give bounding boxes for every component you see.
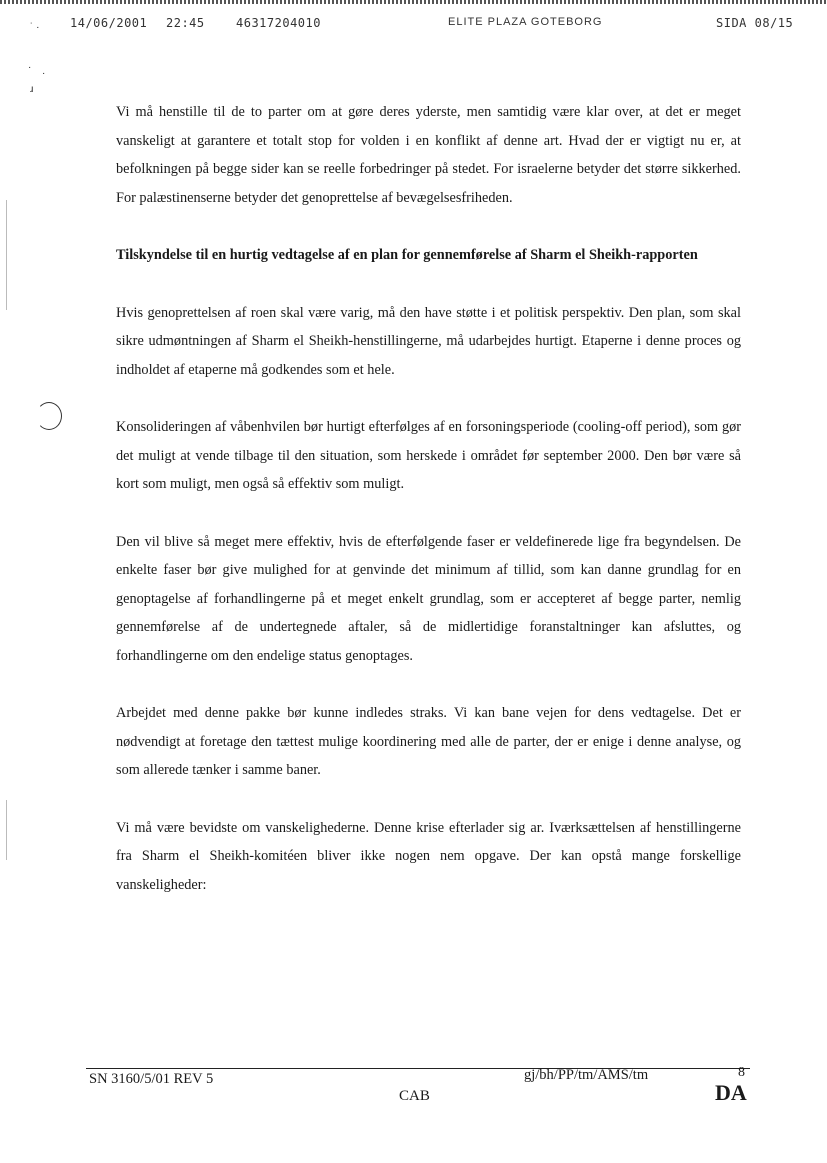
fax-header — [0, 16, 827, 34]
punch-hole-mark — [36, 402, 62, 430]
fax-number: 46317204010 — [236, 16, 321, 30]
fax-sender: ELITE PLAZA GOTEBORG — [448, 16, 603, 28]
directorate-code: CAB — [399, 1088, 430, 1104]
scan-speck: · — [28, 62, 32, 73]
paragraph: Hvis genoprettelsen af roen skal være varig, må den have støtte i et politisk perspektiv. Den plan, som skal sikre udmøntningen af Sharm el Sheikh-henstillingerne, må udarbejdes hurtigt. Etaperne i denne proces og indholdet af etaperne må godkendes som et hele. — [116, 304, 741, 378]
scan-speck: · — [42, 68, 46, 79]
document-reference: SN 3160/5/01 REV 5 — [89, 1071, 214, 1087]
author-initials: gj/bh/PP/tm/AMS/tm — [524, 1067, 649, 1083]
scan-speck: ɹ — [30, 84, 34, 95]
section-heading: Tilskyndelse til en hurtig vedtagelse af en plan for gennemførelse af Sharm el Sheikh-rapporten — [116, 247, 698, 263]
footer-divider — [86, 1068, 750, 1069]
paragraph: Vi må henstille til de to parter om at gøre deres yderste, men samtidig være klar over, at det er meget vanskeligt at garantere et totalt stop for volden i en konflikt af denne art. Hvad der er vigtigt nu er, at befolkningen på begge sider kan se reelle forbedringer på stedet. For israelerne betyder det større sikkerhed. For palæstinenserne betyder det genoprettelse af bevægelsesfriheden. — [116, 104, 741, 206]
paragraph: Arbejdet med denne pakke bør kunne indledes straks. Vi kan bane vejen for dens vedtagelse. Det er nødvendigt at foretage den tættest mulige koordinering med alle de parter, der er enige i denne analyse, og som allerede tænker i samme baner. — [116, 705, 741, 778]
page-number: 8 — [738, 1065, 745, 1080]
document-body — [116, 98, 741, 928]
scan-artifact-line — [6, 200, 7, 310]
paragraph: Konsolideringen af våbenhvilen bør hurtigt efterfølges af en forsoningsperiode (cooling-off period), som gør det muligt at vende tilbage til den situation, som herskede i området før september 2000. Den bør være så kort som muligt, men også så effektiv som muligt. — [116, 419, 741, 492]
scan-speck: ˙ · — [30, 22, 40, 33]
fax-page: SIDA 08/15 — [716, 16, 794, 30]
language-code: DA — [715, 1080, 747, 1105]
fax-date: 14/06/2001 — [70, 16, 148, 30]
paragraph: Den vil blive så meget mere effektiv, hvis de efterfølgende faser er veldefinerede lige fra begyndelsen. De enkelte faser bør give mulighed for at genvinde det minimum af tillid, som kan danne grundlag for en genoptagelse af forhandlingerne på et meget enkelt grundlag, som er accepteret af begge parter, nemlig gennemførelse af de undertegnede aftaler, så de midlertidige foranstaltninger kan afsluttes, og forhandlingerne om den endelige status genoptages. — [116, 533, 741, 664]
fax-time: 22:45 — [166, 16, 205, 30]
fax-edge-dither — [0, 0, 827, 4]
paragraph: Vi må være bevidste om vanskelighederne. Denne krise efterlader sig ar. Iværksættelsen af henstillingerne fra Sharm el Sheikh-komitéen bliver ikke nogen nem opgave. Der kan opstå mange forskellige vanskeligheder: — [116, 819, 741, 893]
scan-artifact-line — [6, 800, 7, 860]
